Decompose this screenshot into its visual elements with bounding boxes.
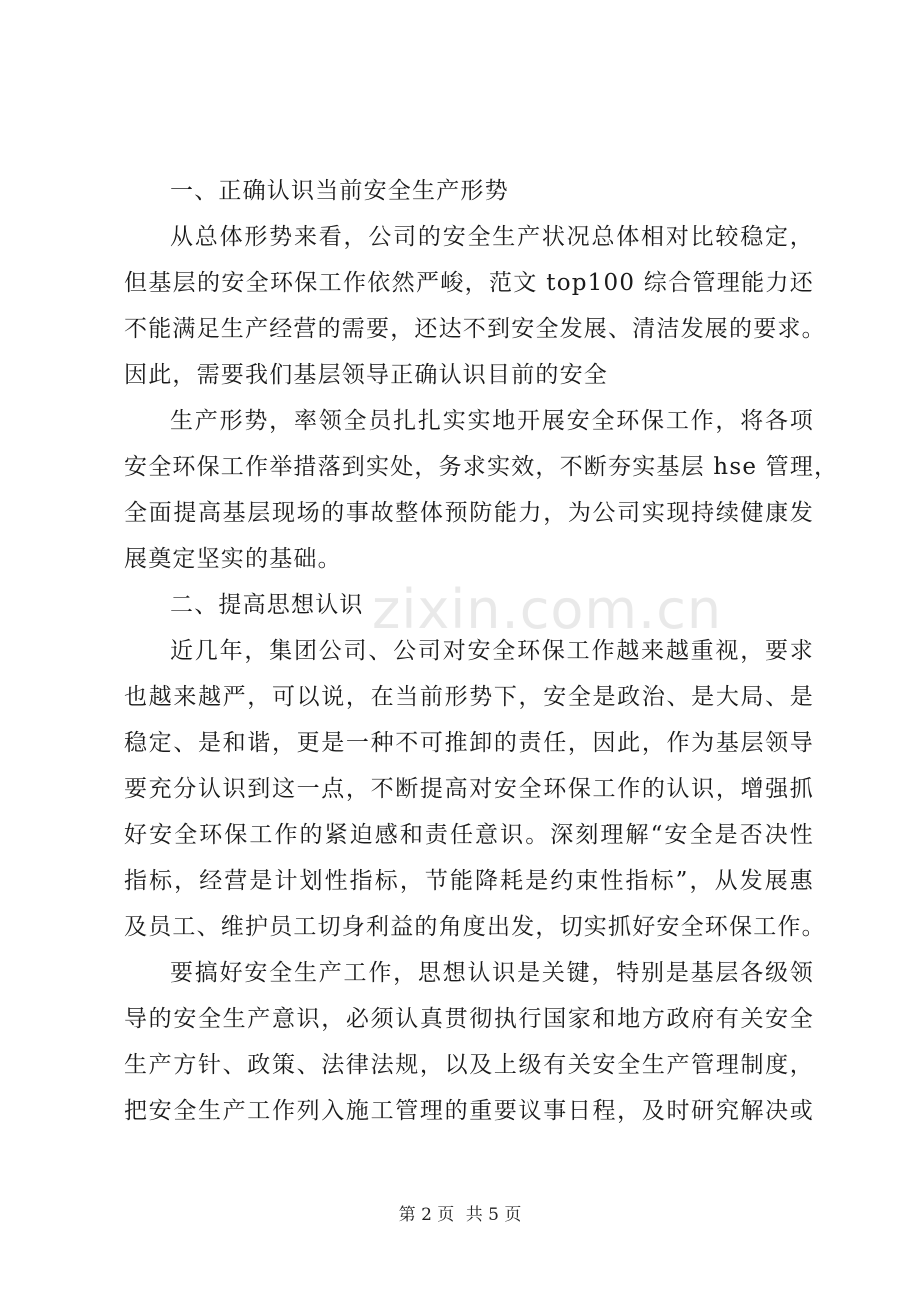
- total-pages: 共 5 页: [465, 1205, 522, 1225]
- paragraph-line: 安全环保工作举措落到实处，务求实效，不断夯实基层 hse 管理，: [124, 454, 839, 480]
- paragraph-line: 要充分认识到这一点，不断提高对安全环保工作的认识，增强抓: [124, 776, 814, 802]
- paragraph-line: 也越来越严，可以说，在当前形势下，安全是政治、是大局、是: [124, 684, 814, 710]
- paragraph-line: 指标，经营是计划性指标，节能降耗是约束性指标”，从发展惠: [124, 868, 814, 894]
- paragraph-line: 从总体形势来看，公司的安全生产状况总体相对比较稳定，: [170, 224, 814, 250]
- paragraph-line: 稳定、是和谐，更是一种不可推卸的责任，因此，作为基层领导: [124, 730, 814, 756]
- paragraph-line: 不能满足生产经营的需要，还达不到安全发展、清洁发展的要求。: [124, 316, 826, 342]
- paragraph-line: 导的安全生产意识，必须认真贯彻执行国家和地方政府有关安全: [124, 1006, 814, 1032]
- paragraph-line: 要搞好安全生产工作，思想认识是关键，特别是基层各级领: [170, 960, 814, 986]
- paragraph-line: 及员工、维护员工切身利益的角度出发，切实抓好安全环保工作。: [124, 914, 826, 940]
- section-heading-2: 二、提高思想认识: [170, 592, 364, 618]
- document-body: [124, 168, 839, 1134]
- page-number: 第 2 页: [398, 1205, 455, 1225]
- paragraph-line: 展奠定坚实的基础。: [124, 546, 342, 572]
- section-heading-1: 一、正确认识当前安全生产形势: [170, 178, 509, 204]
- paragraph-line: 生产方针、政策、法律法规，以及上级有关安全生产管理制度，: [124, 1052, 814, 1078]
- paragraph-line: 生产形势，率领全员扎扎实实地开展安全环保工作，将各项: [170, 408, 814, 434]
- watermark-text: zixin.com.cn: [372, 578, 723, 641]
- paragraph-line: 全面提高基层现场的事故整体预防能力，为公司实现持续健康发: [124, 500, 814, 526]
- paragraph-line: 因此，需要我们基层领导正确认识目前的安全: [124, 362, 608, 388]
- paragraph-line: 好安全环保工作的紧迫感和责任意识。深刻理解“安全是否决性: [124, 822, 814, 848]
- paragraph-line: 但基层的安全环保工作依然严峻，范文 top100 综合管理能力还: [124, 270, 814, 296]
- paragraph-line: 把安全生产工作列入施工管理的重要议事日程，及时研究解决或: [124, 1098, 814, 1124]
- page-footer: [0, 1200, 920, 1225]
- paragraph-line: 近几年，集团公司、公司对安全环保工作越来越重视，要求: [170, 638, 814, 664]
